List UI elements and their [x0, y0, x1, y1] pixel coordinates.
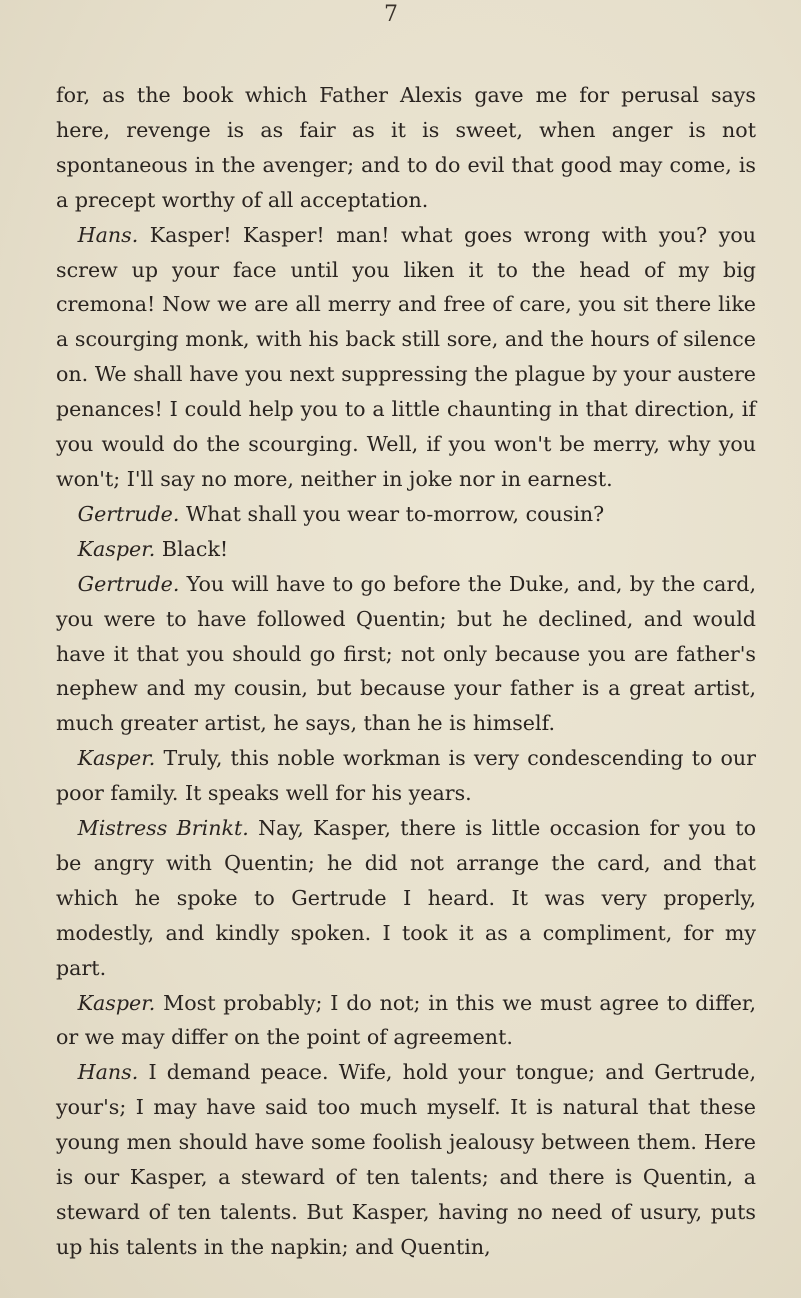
- paragraph-text: Most probably; I do not; in this we must agree to differ, or we may differ on the point of agreement.: [56, 990, 757, 1050]
- paragraph-text: Kasper! Kasper! man! what goes wrong with you? you screw up your face until you liken it to the head of my big cremona! Now we are all merry and free of care, you sit there like a scourging monk, with his back still sore, and the hours of silence on. We shall have you next suppressing the plague by your austere penances! I could help you to a little chaunting in that direction, if you would do the scourging. Well, if you won't be merry, why you won't; I'll say no more, neither in joke nor in earnest.: [56, 222, 757, 491]
- dialogue-gertrude-2: [56, 567, 756, 742]
- page-text: [56, 78, 756, 1265]
- dialogue-kasper-3: [56, 986, 756, 1056]
- speaker-name: Kasper.: [77, 990, 156, 1015]
- speaker-name: Mistress Brinkt.: [77, 816, 249, 841]
- paragraph-continuation: [56, 78, 756, 218]
- paragraph-text: I demand peace. Wife, hold your tongue; and Gertrude, your's; I may have said too much myself. It is natural that these young men should have some foolish jealousy between them. Here is our Kasper, a steward of ten talents; and there is Quentin, a steward of ten talents. But Kasper, having no need of usury, puts up his talents in the napkin; and Quentin,: [56, 1060, 757, 1259]
- dialogue-hans-2: [56, 1055, 756, 1264]
- speaker-name: Hans.: [77, 1060, 139, 1085]
- paragraph-text: You will have to go before the Duke, and, by the card, you were to have followed Quentin; but he declined, and would have it that you should go first; not only because you are father's nephew and my cousin, but because your father is a great artist, much greater artist, he says, than he is himself.: [56, 571, 756, 736]
- dialogue-gertrude-1: [56, 497, 756, 532]
- speaker-name: Gertrude.: [77, 501, 180, 526]
- speaker-name: Hans.: [77, 222, 139, 247]
- dialogue-kasper-2: [56, 741, 756, 811]
- speaker-name: Kasper.: [77, 746, 156, 771]
- page-number: 7: [384, 2, 398, 27]
- paragraph-text: Black!: [161, 536, 229, 561]
- speaker-name: Gertrude.: [77, 571, 180, 596]
- paragraph-text: Nay, Kasper, there is little occasion for you to be angry with Quentin; he did not arrange the card, and that which he spoke to Gertrude I heard. It was very properly, modestly, and kindly spoken. I took it as a compliment, for my part.: [56, 816, 756, 980]
- paragraph-text: What shall you wear to-morrow, cousin?: [185, 501, 605, 526]
- dialogue-kasper-1: [56, 532, 756, 567]
- dialogue-mistress-brinkt: [56, 811, 756, 986]
- paragraph-text: for, as the book which Father Alexis gave me for perusal says here, revenge is as fair as it is sweet, when anger is not spontaneous in the avenger; and to do evil that good may come, is a precept worthy of all acceptation.: [56, 83, 756, 212]
- speaker-name: Kasper.: [77, 536, 156, 561]
- paragraph-text: Truly, this noble workman is very condescending to our poor family. It speaks well for his years.: [56, 746, 756, 806]
- dialogue-hans-1: [56, 218, 756, 497]
